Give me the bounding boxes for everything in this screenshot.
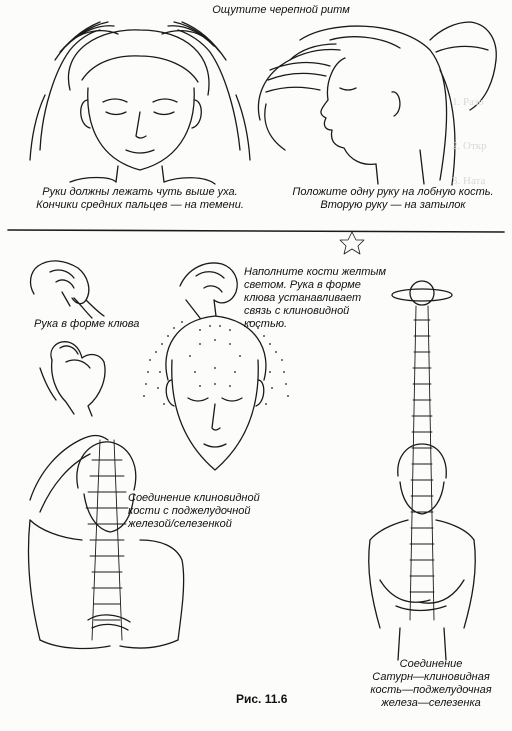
beak-hand-drawing [31,261,106,416]
header-caption: Ощутите черепной ритм [212,4,350,16]
radiating-light-dots [143,321,289,405]
bleed-through-text: 2. Откр [452,140,487,152]
profile-face-caption: Положите одну руку на лобную кость. Вторую руку — на затылок [292,186,494,211]
saturn-connection-caption: Соединение Сатурн—клиновидная кость—поджелудочная железа—селезенка [370,658,492,709]
spine-man-right-drawing [369,444,476,660]
bleed-through-text: 1. Разо [452,96,484,108]
bleed-through-text: 3. Ната [452,175,486,187]
fill-bones-caption: Наполните кости желтым светом. Рука в форме клюва устанавливает связь с клиновидной костью. [244,266,387,330]
spine-ladder-right [410,306,434,620]
spleen-connection-caption: Соединение клиновидной кости с поджелудочной железой/селезенкой [128,492,260,530]
spine-man-left-drawing [28,436,183,649]
figure-label: Рис. 11.6 [236,692,288,706]
front-face-drawing [30,22,250,184]
beak-hand-caption: Рука в форме клюва [34,318,140,330]
front-face-caption: Руки должны лежать чуть выше уха. Кончики средних пальцев — на темени. [36,186,244,211]
spine-ladder-left [86,440,128,640]
divider-line [8,230,504,232]
